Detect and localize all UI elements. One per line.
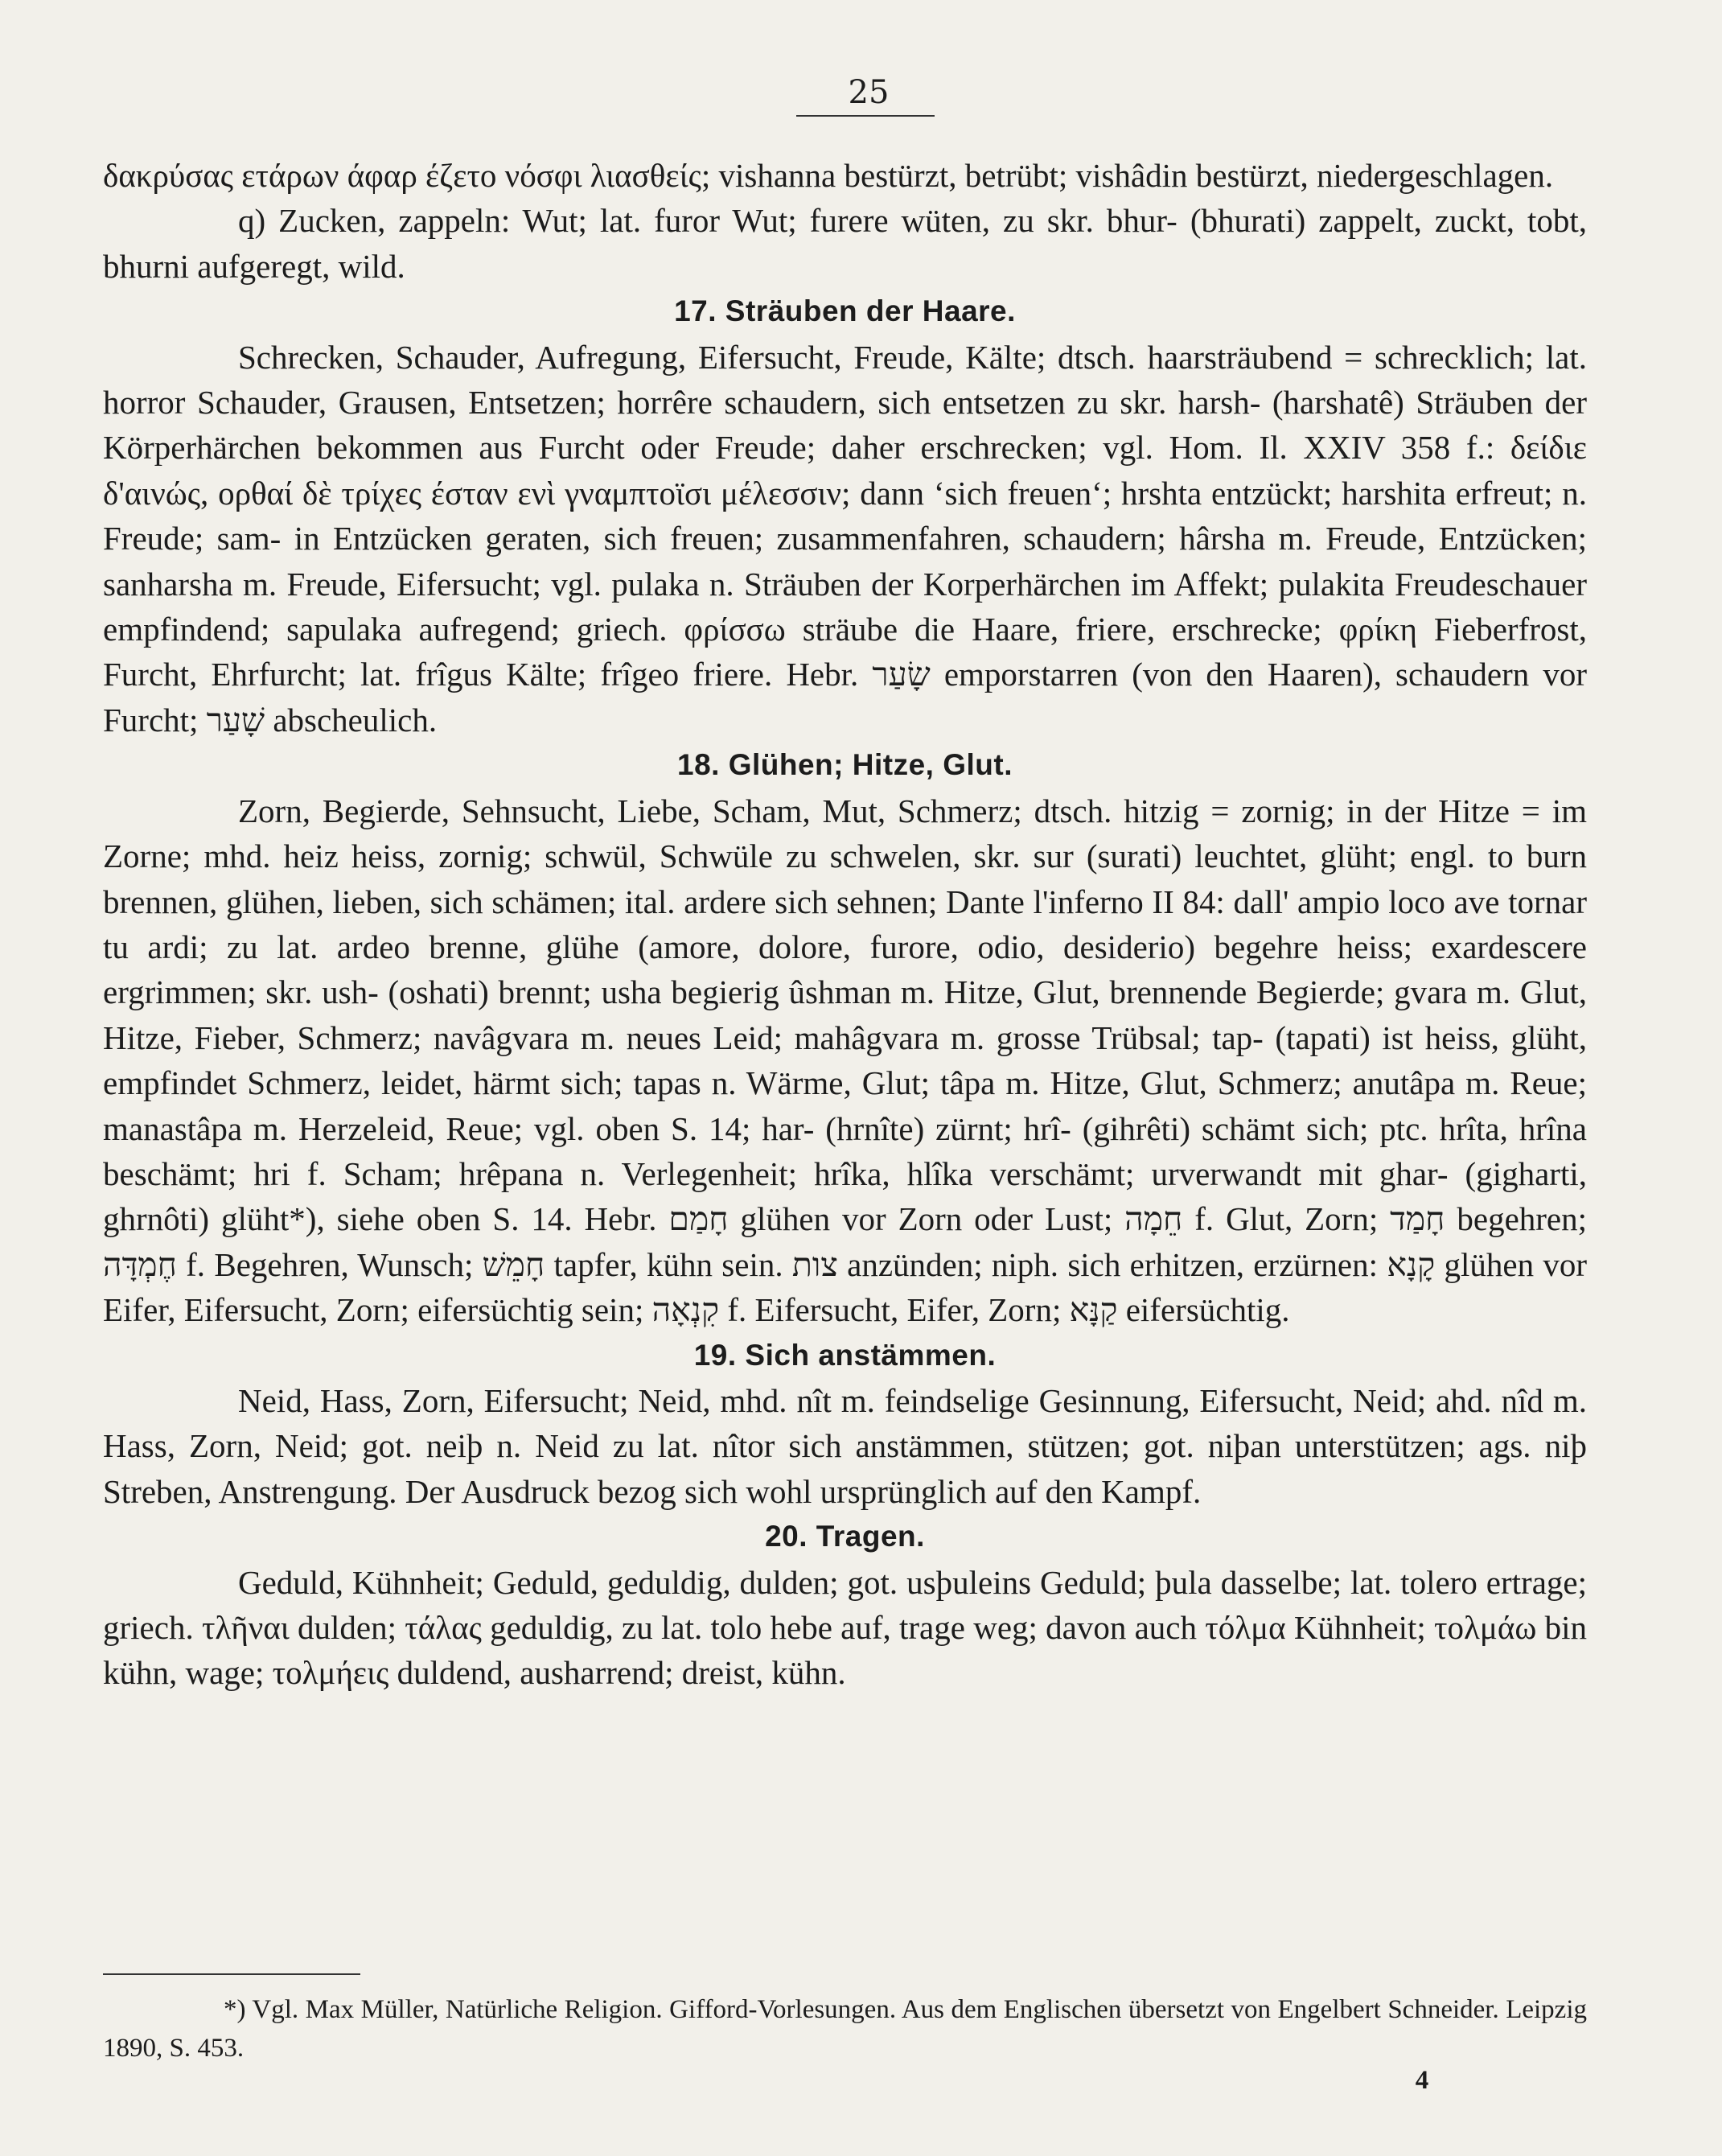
- signature-mark: 4: [1415, 2066, 1429, 2095]
- section-heading-20: 20. Tragen.: [765, 1520, 925, 1553]
- footnote: *) Vgl. Max Müller, Natürliche Religion. Gifford-Vorlesungen. Aus dem Englischen übersetzt von Engelbert Schneider. Leipzig 1890, S. 453.: [103, 1995, 1587, 2063]
- paragraph-zucken: q) Zucken, zappeln: Wut; lat. furor Wut; furere wüten, zu skr. bhur- (bhurati) zappelt, zuckt, tobt, bhurni aufgeregt, wild.: [103, 202, 1587, 285]
- paragraph-section-17: Schrecken, Schauder, Aufregung, Eifersucht, Freude, Kälte; dtsch. haarsträubend = schrecklich; lat. horror Schauder, Grausen, Entsetzen; horrêre schaudern, sich entsetzen zu skr. harsh- (harshatê) Sträuben der Körperhärchen bekommen aus Furcht oder Freude; daher erschrecken; vgl. Hom. Il. XXIV 358 f.: δείδιε δ'αινώς, ορθαί δὲ τρίχες έσταν ενὶ γναμπτοϊσι μέλεσσιν; dann ‘sich freuen‘; hrshta entzückt; harshita erfreut; n. Freude; sam- in Entzücken geraten, sich freuen; zusammenfahren, schaudern; hârsha m. Freude, Entzücken; sanharsha m. Freude, Eifersucht; vgl. pulaka n. Sträuben der Korperhärchen im Affekt; pulakita Freudeschauer empfindend; sapulaka aufregend; griech. φρίσσω sträube die Haare, friere, erschrecke; φρίκη Fieberfrost, Furcht, Ehrfurcht; lat. frîgus Kälte; frîgeo friere. Hebr. שָׂעַר emporstarren (von den Haaren), schaudern vor Furcht; שָׁעַר abscheulich.: [103, 338, 1587, 739]
- footnote-rule: [103, 1973, 360, 1975]
- page-number-rule: [796, 115, 935, 117]
- section-heading-18: 18. Glühen; Hitze, Glut.: [677, 748, 1013, 782]
- section-heading-19: 19. Sich anstämmen.: [693, 1338, 997, 1372]
- body-text: [103, 153, 1587, 1696]
- page-number: 25: [848, 74, 890, 111]
- paragraph-intro: δακρύσας ετάρων άφαρ έζετο νόσφι λιασθείς; vishanna bestürzt, betrübt; vishâdin bestürzt, niedergeschlagen.: [103, 157, 1554, 194]
- paragraph-section-20: Geduld, Kühnheit; Geduld, geduldig, dulden; got. usþuleins Geduld; þula dasselbe; lat. tolero ertrage; griech. τλῆναι dulden; τάλας geduldig, zu lat. tolo hebe auf, trage weg; davon auch τόλμα Kühnheit; τολμάω bin kühn, wage; τολμήεις duldend, ausharrend; dreist, kühn.: [103, 1563, 1587, 1692]
- paragraph-section-18: Zorn, Begierde, Sehnsucht, Liebe, Scham, Mut, Schmerz; dtsch. hitzig = zornig; in der Hitze = im Zorne; mhd. heiz heiss, zornig; schwül, Schwüle zu schwelen, skr. sur (surati) leuchtet, glüht; engl. to burn brennen, glühen, lieben, sich schämen; ital. ardere sich sehnen; Dante l'inferno II 84: dall' ampio loco ave tornar tu ardi; zu lat. ardeo brenne, glühe (amore, dolore, furore, odio, desiderio) begehre heiss; exardescere ergrimmen; skr. ush- (oshati) brennt; usha begierig ûshman m. Hitze, Glut, brennende Begierde; gvara m. Glut, Hitze, Fieber, Schmerz; navâgvara m. neues Leid; mahâgvara m. grosse Trübsal; tap- (tapati) ist heiss, glüht, empfindet Schmerz, leidet, härmt sich; tapas n. Wärme, Glut; tâpa m. Hitze, Glut, Schmerz; anutâpa m. Reue; manastâpa m. Herzeleid, Reue; vgl. oben S. 14; har- (hrnîte) zürnt; hrî- (gihrêti) schämt sich; ptc. hrîta, hrîna beschämt; hri f. Scham; hrêpana n. Verlegenheit; hrîka, hlîka verschämt; urverwandt mit ghar- (gigharti, ghrnôti) glüht*), siehe oben S. 14. Hebr. חָמַם glühen vor Zorn oder Lust; חֵמָה f. Glut, Zorn; חָמַד begehren; חֶמְדָּה f. Begehren, Wunsch; חָמֵשׁ tapfer, kühn sein. צות anzünden; niph. sich erhitzen, erzürnen: קָנָא glühen vor Eifer, Eifersucht, Zorn; eifersüchtig sein; קִנְאָה f. Eifersucht, Eifer, Zorn; קַנָּא eifersüchtig.: [103, 792, 1588, 1329]
- paragraph-section-19: Neid, Hass, Zorn, Eifersucht; Neid, mhd. nît m. feindselige Gesinnung, Eifersucht, Neid; ahd. nîd m. Hass, Zorn, Neid; got. neiþ n. Neid zu lat. nîtor sich anstämmen, stützen; got. niþan unterstützen; ags. niþ Streben, Anstrengung. Der Ausdruck bezog sich wohl ursprünglich auf den Kampf.: [103, 1381, 1587, 1510]
- section-heading-17: 17. Sträuben der Haare.: [674, 294, 1016, 328]
